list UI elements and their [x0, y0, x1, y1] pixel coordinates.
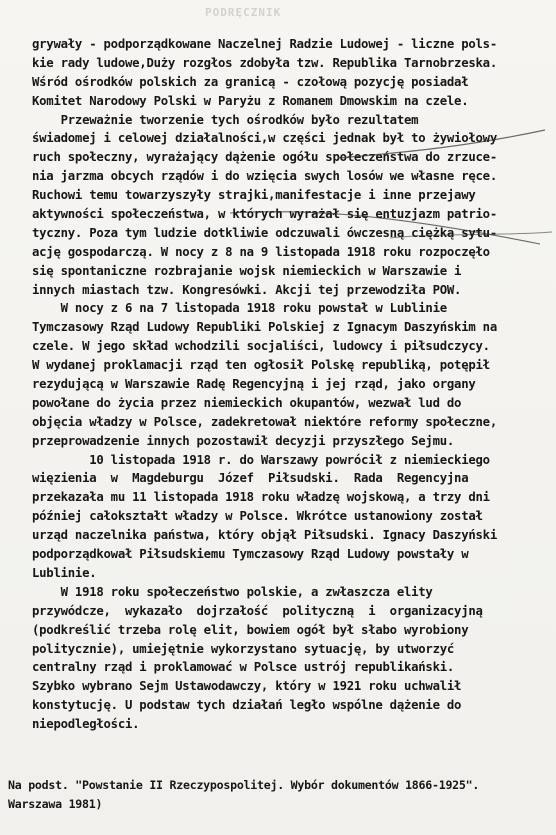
text-line: ację gospodarczą. W nocy z 8 na 9 listopada 1918 roku rozpoczęło [32, 244, 490, 259]
text-line: aktywności społeczeństwa, w których wyrażał się entuzjazm patrio- [32, 207, 497, 222]
text-line: Wśród ośrodków polskich za granicą - czołową pozycję posiadał [32, 74, 469, 89]
text-line: urząd naczelnika państwa, który objął Piłsudski. Ignacy Daszyński [32, 528, 497, 543]
paragraph-3 [32, 299, 544, 450]
text-line: świadomej i celowej działalności,w części jednak był to żywiołowy [32, 131, 497, 146]
text-line: rezydującą w Warszawie Radę Regencyjną i jej rząd, jako organy [32, 377, 476, 392]
text-line: podporządkował Piłsudskiemu Tymczasowy Rząd Ludowy powstały w [32, 547, 469, 562]
text-line: W nocy z 6 na 7 listopada 1918 roku powstał w Lublinie [32, 301, 447, 316]
text-line: przywódcze, wykazało dojrzałość polityczną i organizacyjną [32, 603, 483, 618]
text-line: grywały - podporządkowane Naczelnej Radzie Ludowej - liczne pols- [32, 37, 497, 51]
paragraph-4 [32, 451, 544, 583]
paragraph-2 [32, 111, 544, 300]
text-line: konstytucję. U podstaw tych działań legło wspólne dążenie do [32, 698, 462, 713]
text-line: W 1918 roku społeczeństwo polskie, a zwłaszcza elity [32, 584, 433, 599]
bleed-through-text: PODRĘCZNIK [205, 6, 282, 19]
paragraph-5 [32, 583, 544, 734]
source-note [8, 776, 548, 814]
text-line: W wydanej proklamacji rząd ten ogłosił Polskę republiką, potępił [32, 358, 490, 373]
text-line: ruch społeczny, wyrażający dążenie ogółu społeczeństwa do zrzuce- [32, 150, 497, 165]
text-line: (podkreślić trzeba rolę elit, bowiem ogół był słabo wyrobiony [32, 622, 469, 637]
text-line: Szybko wybrano Sejm Ustawodawczy, który w 1921 roku uchwalił [32, 679, 462, 694]
text-line: objęcia władzy w Polsce, zadekretował niektóre reformy społeczne, [32, 414, 497, 429]
source-line: Na podst. "Powstanie II Rzeczypospolitej. Wybór dokumentów 1866-1925". [8, 778, 480, 792]
text-line: więzienia w Magdeburgu Józef Piłsudski. Rada Regencyjna [32, 471, 469, 486]
text-line: przeprowadzenie innych pozostawił decyzji przyszłego Sejmu. [32, 433, 455, 448]
text-line: przekazała mu 11 listopada 1918 roku władzę wojskową, a trzy dni [32, 490, 490, 505]
text-line: Tymczasowy Rząd Ludowy Republiki Polskiej z Ignacym Daszyńskim na [32, 320, 497, 335]
text-line: Komitet Narodowy Polski w Paryżu z Romanem Dmowskim na czele. [32, 93, 469, 108]
text-line: czele. W jego skład wchodzili socjaliści, ludowcy i piłsudczycy. [32, 339, 490, 354]
text-line: 10 listopada 1918 r. do Warszawy powrócił z niemieckiego [32, 452, 490, 467]
source-line: Warszawa 1981) [8, 796, 103, 811]
text-line: tyczny. Poza tym ludzie dotkliwie odczuwali ówczesną ciężką sytu- [32, 225, 497, 240]
text-line: później całokształt władzy w Polsce. Wkrótce ustanowiony został [32, 509, 483, 524]
text-line: politycznie), umiejętnie wykorzystano sytuację, by utworzyć [32, 641, 455, 656]
text-line: centralny rząd i proklamować w Polsce ustrój republikański. [32, 660, 455, 675]
text-line: powołane do życia przez niemieckich okupantów, wezwał lud do [32, 395, 462, 410]
text-line: się spontaniczne rozbrajanie wojsk niemieckich w Warszawie i [32, 263, 462, 278]
text-line: niepodległości. [32, 717, 140, 732]
text-line: Lublinie. [32, 565, 97, 580]
text-line: Przeważnie tworzenie tych ośrodków było rezultatem [32, 112, 419, 127]
document-body [32, 35, 544, 734]
text-line: Ruchowi temu towarzyszyły strajki,manifestacje i inne przejawy [32, 188, 476, 203]
text-line: kie rady ludowe,Duży rozgłos zdobyła tzw. Republika Tarnobrzeska. [32, 55, 497, 70]
paragraph-1 [32, 35, 544, 111]
text-line: innych miastach tzw. Kongresówki. Akcji tej przewodziła POW. [32, 282, 462, 297]
text-line: nia jarzma obcych rządów i do wzięcia swych losów we własne ręce. [32, 169, 497, 184]
